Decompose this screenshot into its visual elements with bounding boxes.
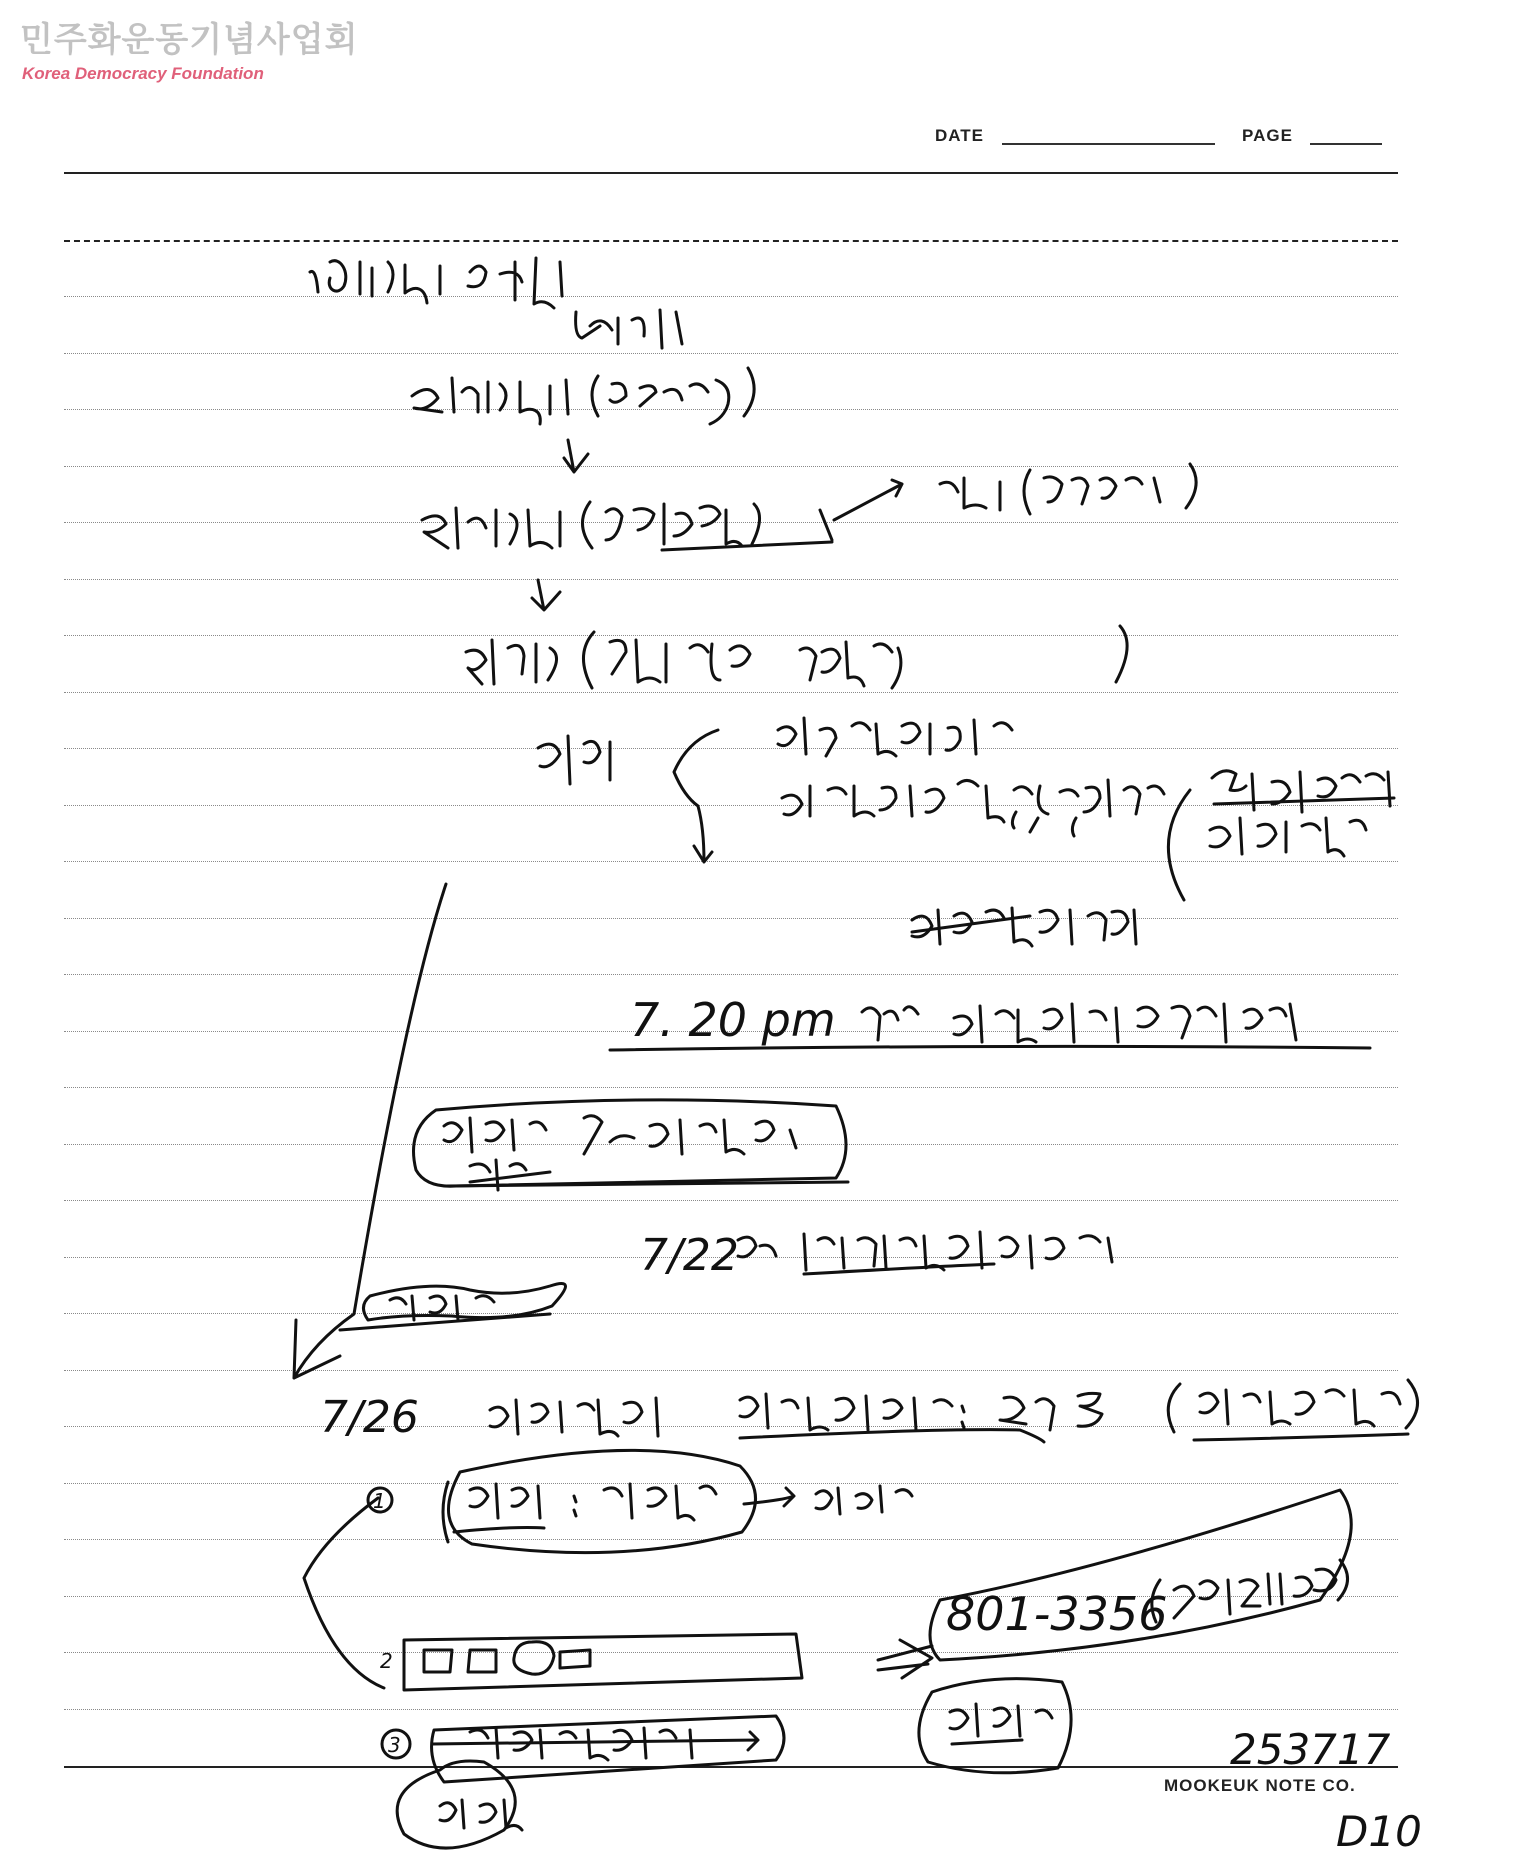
arrow-down-1	[564, 440, 588, 472]
handwriting-line-2	[576, 310, 682, 348]
handwriting-line-6	[538, 718, 1394, 946]
note-company-footer: MOOKEUK NOTE CO.	[1164, 1776, 1356, 1795]
numbered-item-two	[304, 1498, 802, 1690]
circled-note-bottom-right	[919, 1679, 1071, 1773]
date-label: DATE	[935, 126, 985, 145]
foundation-logo-korean: 민주화운동기념사업회	[20, 20, 359, 60]
bottom-number: 253717	[1230, 1725, 1391, 1774]
page-code: D10	[1336, 1807, 1422, 1856]
boxed-note	[414, 1100, 849, 1190]
phone-number-note	[878, 1490, 1351, 1678]
arrow-down-2	[532, 580, 560, 610]
foundation-logo-english: Korea Democracy Foundation	[22, 64, 264, 83]
big-left-arrow	[294, 884, 446, 1378]
time-note: 7. 20 pm	[630, 993, 836, 1047]
handwriting-line-7	[610, 993, 1370, 1050]
numbered-item-one	[368, 1450, 912, 1552]
circle-one-label: 1	[373, 1489, 386, 1513]
handwriting-line-4	[422, 464, 1196, 550]
numbered-item-three	[382, 1716, 784, 1848]
handwriting-line-1	[310, 258, 562, 308]
phone-number: 801-3356	[946, 1587, 1168, 1641]
handwriting-line-5	[466, 626, 1127, 688]
page-label: PAGE	[1242, 126, 1293, 145]
handwriting-line-8	[340, 1230, 1112, 1330]
handwriting-line-3	[412, 368, 754, 424]
date-note-2: 7/26	[320, 1392, 419, 1443]
bottom-number-note	[1230, 1725, 1422, 1856]
circle-three-label: 3	[388, 1733, 401, 1757]
circle-two-label: 2	[380, 1649, 393, 1673]
date-note: 7/22	[640, 1230, 739, 1281]
handwriting-line-9	[320, 1380, 1418, 1443]
